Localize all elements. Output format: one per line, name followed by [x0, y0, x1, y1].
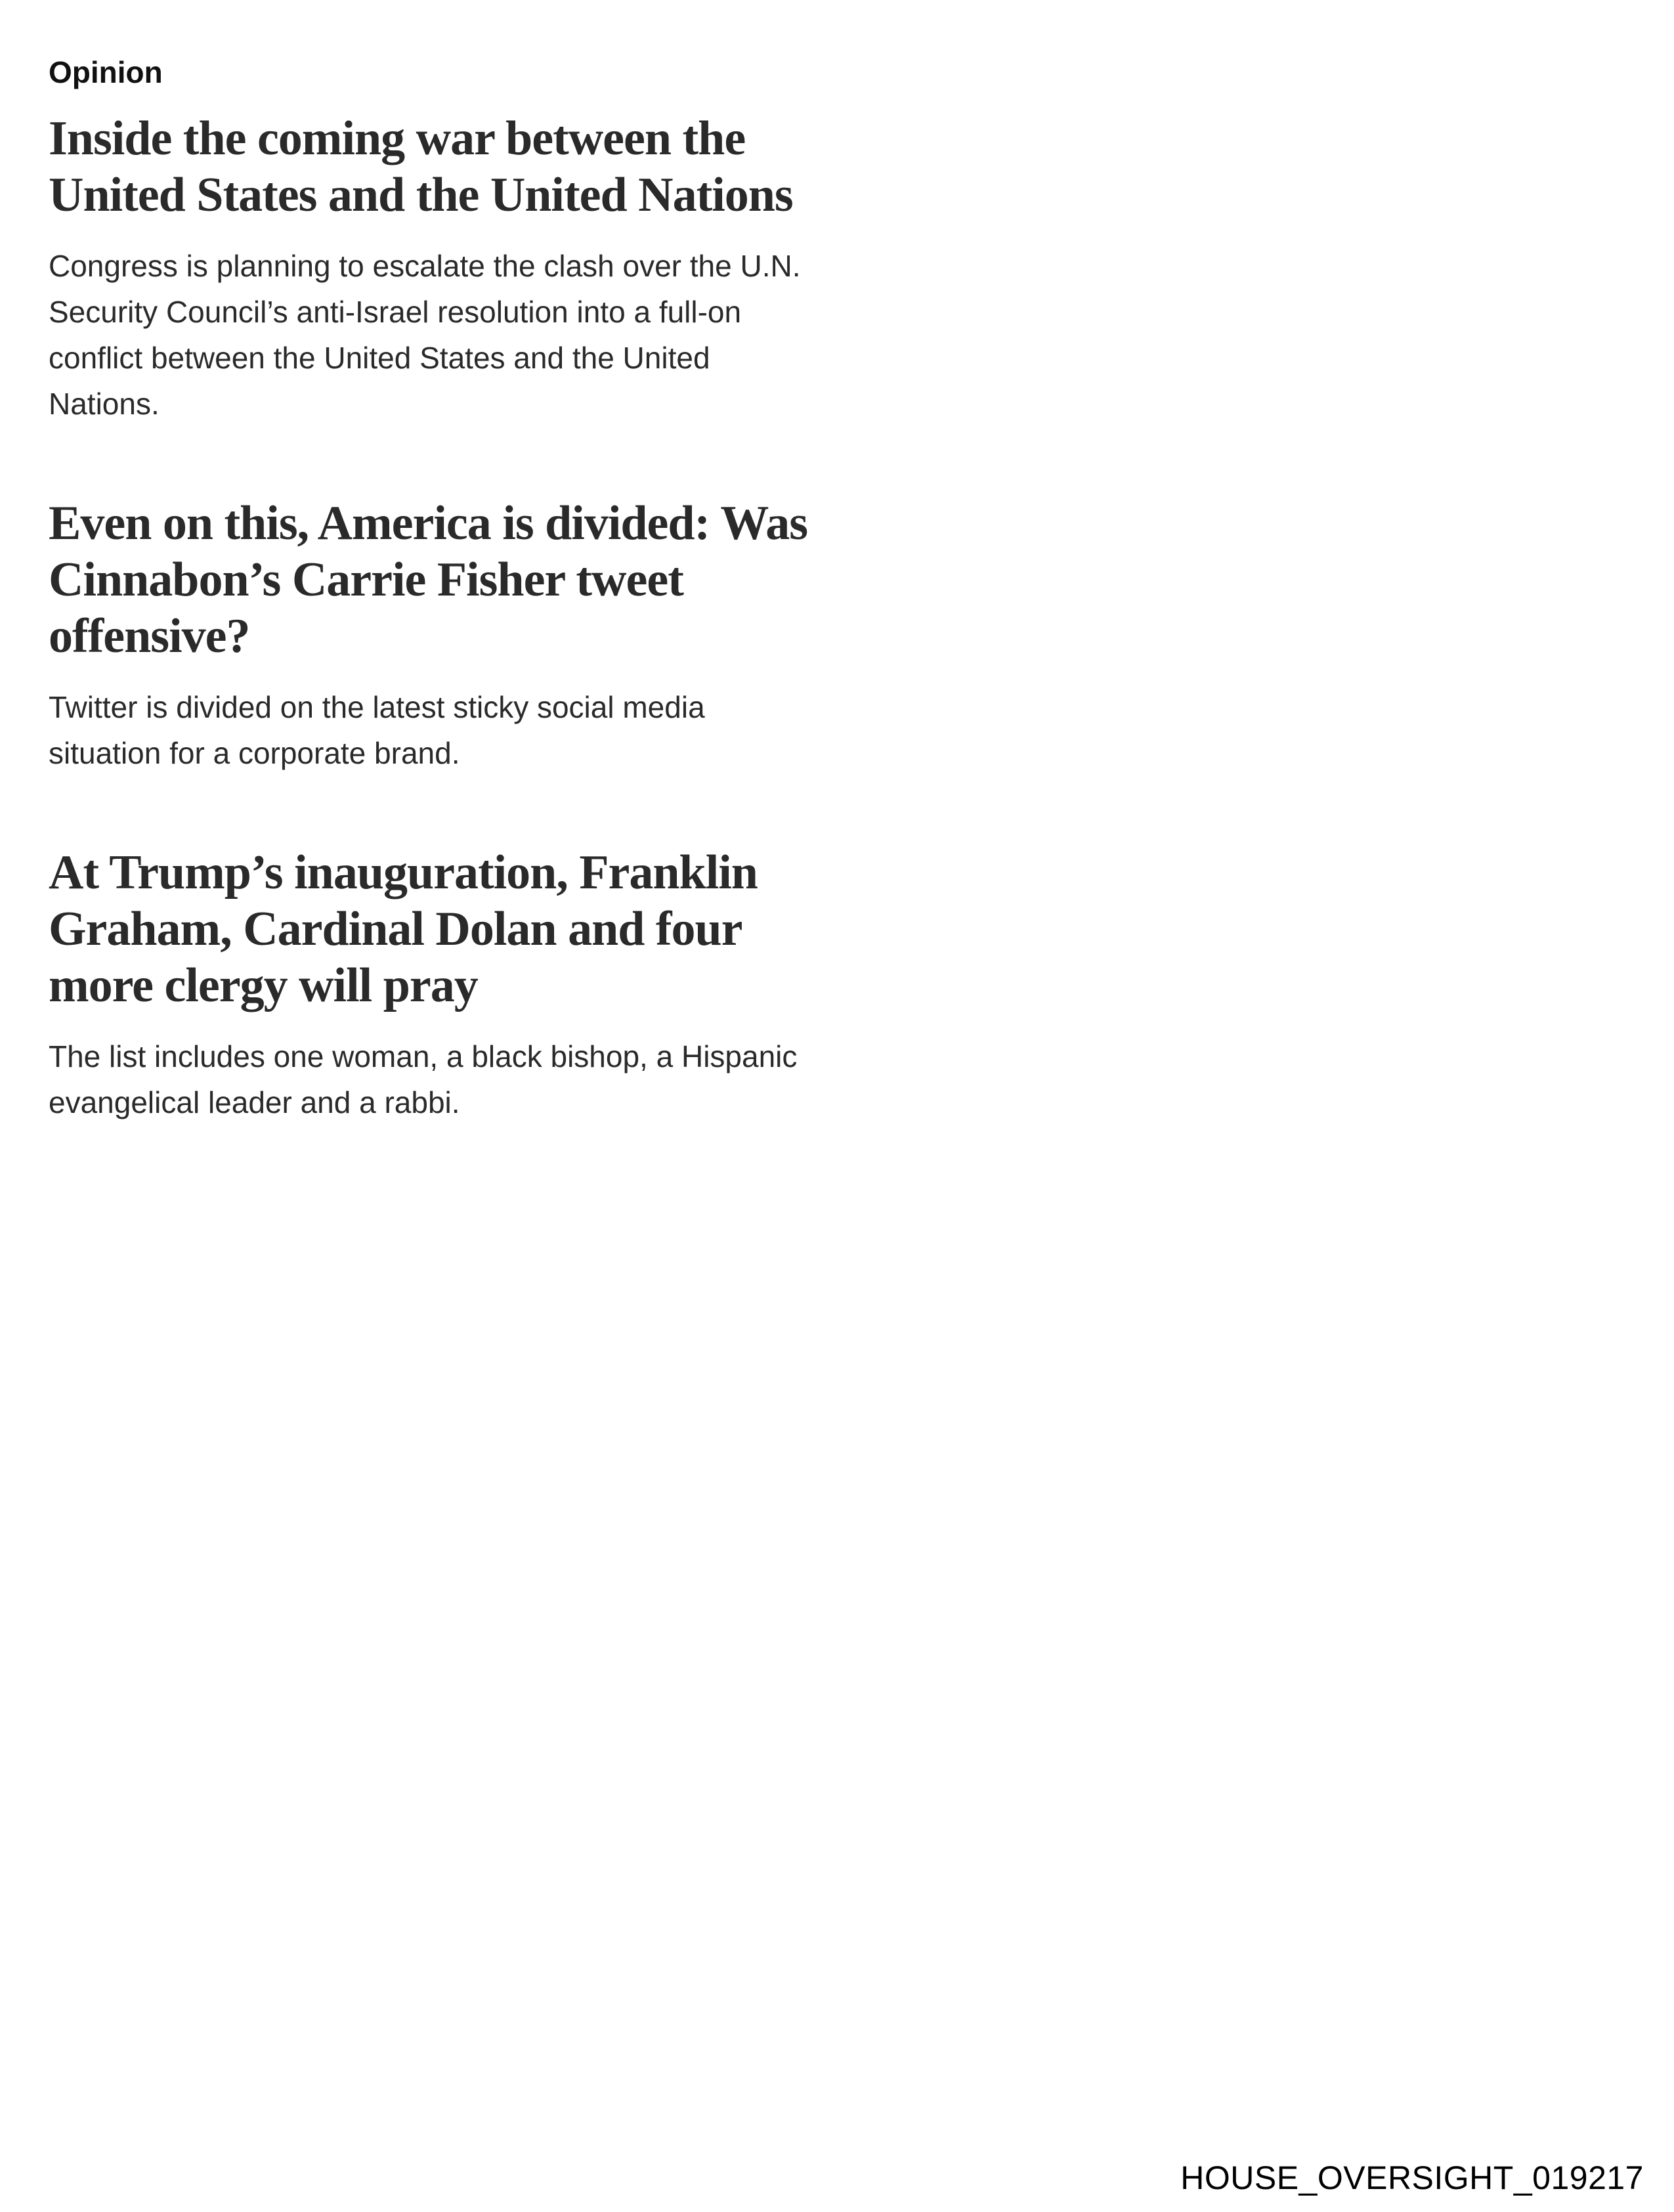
story-item: [49, 844, 823, 1125]
story-headline[interactable]: Even on this, America is divided: Was Cinnabon’s Carrie Fisher tweet offensive?: [49, 496, 808, 663]
bates-number: HOUSE_OVERSIGHT_019217: [1180, 2159, 1644, 2196]
story-item: [49, 110, 823, 427]
opinion-column: [49, 53, 823, 1125]
story-summary: Twitter is divided on the latest sticky social media situation for a corporate brand.: [49, 690, 705, 770]
story-headline[interactable]: At Trump’s inauguration, Franklin Graham, Cardinal Dolan and four more clergy will pray: [49, 846, 758, 1012]
story-headline[interactable]: Inside the coming war between the United States and the United Nations: [49, 112, 793, 222]
story-summary: The list includes one woman, a black bishop, a Hispanic evangelical leader and a rabbi.: [49, 1039, 798, 1119]
story-summary: Congress is planning to escalate the clash over the U.N. Security Council’s anti-Israel resolution into a full-on conflict between the United States and the United Nations.: [49, 249, 801, 421]
story-item: [49, 495, 823, 776]
section-label: Opinion: [49, 55, 163, 89]
